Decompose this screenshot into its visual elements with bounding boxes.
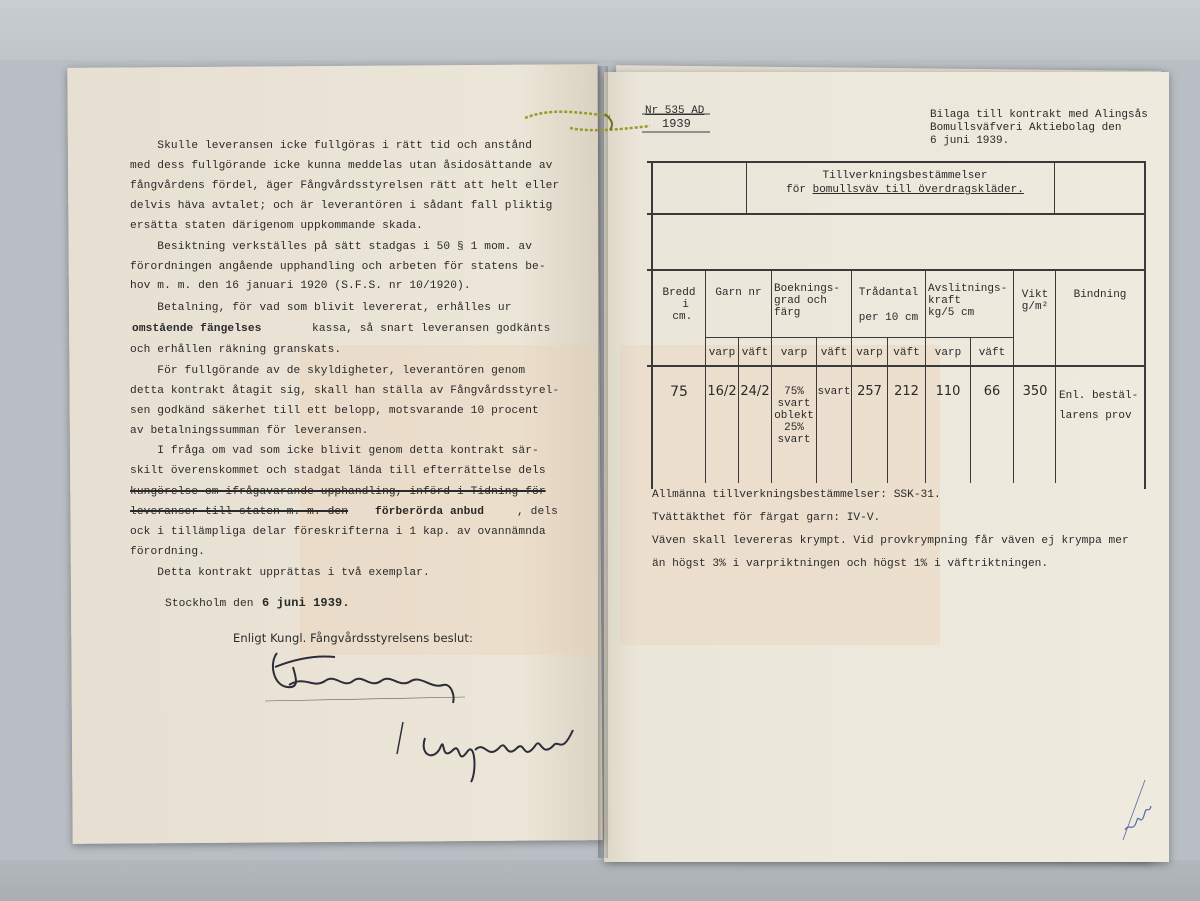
sub-garn-vaft: väft [741,347,769,359]
reference-year: 1939 [662,117,691,131]
decision-line: Enligt Kungl. Fångvårdsstyrelsens beslut: [233,631,474,645]
sub-trad-varp: varp [856,347,883,359]
place-date-prefix: Stockholm den [165,598,254,610]
value-trad-varp: 257 [857,384,882,399]
left-line-17: skilt överenskommet och stadgat lända till efterrättelse dels [130,465,546,477]
signature-2-icon [395,712,585,792]
left-line-21: förordning. [130,546,205,558]
value-bredd: 75 [670,384,688,400]
reference-strike-icon [640,112,712,136]
left-line-8: hov m. m. den 16 januari 1920 (S.F.S. nr 10/1920). [130,280,471,292]
background-top [0,0,1200,60]
header-tradantal: Trådantal [858,287,919,299]
left-line-16: I fråga om vad som icke blivit genom detta kontrakt sär- [130,445,539,457]
table-title-1: Tillverkningsbestämmelser [822,170,988,182]
left-strike-line-2: leveranser till staten m. m. den [130,506,349,518]
reference-number: Nr 535 AD [645,105,705,117]
value-blek-vaft: svart [817,386,851,398]
left-line-14: sen godkänd säkerhet till ett belopp, motsvarande 10 procent [130,405,539,417]
left-line-2: med dess fullgörande icke kunna meddelas utan åsidosättande av [130,160,553,172]
header-garn: Garn nr [715,287,762,299]
left-line-12: För fullgörande av de skyldigheter, leverantören genom [130,365,526,377]
left-line-7: förordningen angående upphandling och arbeten för statens be- [130,261,546,273]
annex-line-2: Bomullsväfveri Aktiebolag den [930,122,1122,134]
left-line-3: fångvårdens fördel, äger Fångvårdsstyrelsen rätt att helt eller [130,180,560,192]
left-line-4: delvis häva avtalet; och är leverantören i sådant fall pliktig [130,200,553,212]
header-tradantal-unit: per 10 cm [858,312,919,324]
book-gutter [598,66,608,858]
left-line-5: ersätta staten därigenom uppkommande skada. [130,220,423,232]
left-line-9: Betalning, för vad som blivit levererat, erhålles ur [130,302,512,314]
value-garn-varp: 16/2 [707,384,737,399]
background-bottom [0,860,1200,901]
left-line-11: och erhållen räkning granskats. [130,344,342,356]
note-line-3: Väven skall levereras krympt. Vid provkrympning får väven ej krympa mer [652,535,1129,547]
sub-avsl-varp: varp [934,347,962,359]
value-trad-vaft: 212 [894,384,919,399]
left-line-1: Skulle leveransen icke fullgöras i rätt tid och anstånd [130,140,533,152]
annex-line-3: 6 juni 1939. [930,135,1010,147]
note-line-1: Allmänna tillverkningsbestämmelser: SSK-31. [652,489,941,501]
left-insert-fangelse: omstående fängelses [132,323,262,335]
left-line-15: av betalningssumman för leveransen. [130,425,369,437]
header-bindning: Bindning [1073,289,1127,301]
value-bindning: Enl. bestäl- larens prov [1059,390,1139,422]
header-bredd: Bredd i cm. [662,287,696,323]
value-garn-vaft: 24/2 [740,384,770,399]
value-blek-varp: 75% svart oblekt 25% svart [774,386,814,446]
left-line-13: detta kontrakt åtagit sig, skall han ställa av Fångvårdsstyrel- [130,385,560,397]
annex-line-1: Bilaga till kontrakt med Alingsås [930,109,1148,121]
place-date-value: 6 juni 1939. [262,596,350,610]
left-line-22: Detta kontrakt upprättas i två exemplar. [130,567,430,579]
left-line-10-rest: kassa, så snart leveransen godkänts [312,323,551,335]
sub-garn-varp: varp [708,347,736,359]
left-insert-anbud: förberörda anbud [375,506,485,518]
sub-blek-varp: varp [780,347,808,359]
note-line-2: Tvättäkthet för färgat garn: IV-V. [652,512,881,524]
left-strike-line-1: kungörelse om ifrågavarande upphandling, införd i Tidning för [130,486,546,498]
note-line-4: än högst 3% i varpriktningen och högst 1% i väftriktningen. [652,558,1049,570]
left-line-18-rest: , dels [517,506,558,518]
value-avsl-vaft: 66 [983,384,1001,399]
left-line-20: ock i tillämpliga delar föreskrifterna i 1 kap. av ovannämnda [130,526,546,538]
binding-thread [520,100,660,140]
value-avsl-varp: 110 [935,384,961,399]
sub-trad-vaft: väft [893,347,920,359]
header-vikt: Vikt g/m² [1021,289,1049,313]
signature-1-icon [265,645,465,715]
header-avslitning: Avslitnings- kraft kg/5 cm [928,283,1008,319]
table-title-2-prefix: för [786,184,806,196]
sub-avsl-vaft: väft [978,347,1006,359]
value-vikt: 350 [1022,384,1048,399]
sub-blek-vaft: väft [820,347,848,359]
table-title-2-underlined: bomullsväv till överdragskläder. [812,184,1024,196]
header-blekning: Boeknings- grad och färg [774,283,841,319]
table-title-2 [760,184,1050,196]
left-line-6: Besiktning verkställes på sätt stadgas i 50 § 1 mom. av [130,241,533,253]
pen-mark-icon [1115,770,1165,850]
